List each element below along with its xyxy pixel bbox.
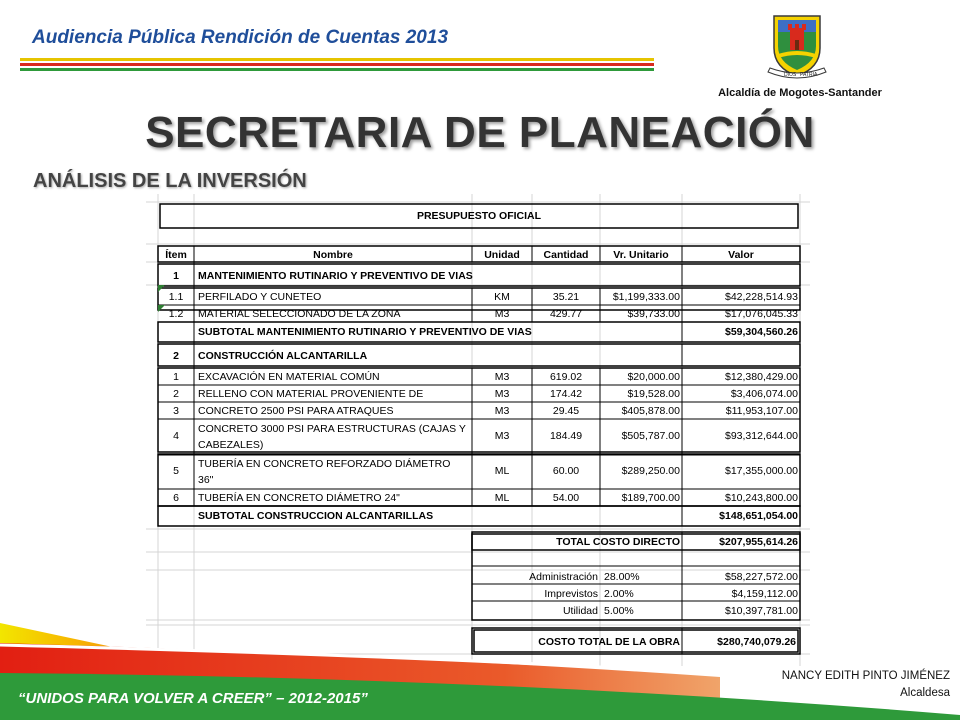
s1-row1-unit: KM: [494, 291, 510, 303]
utility-pct: 5.00%: [604, 605, 634, 617]
s2-row2-unit: M3: [494, 388, 510, 400]
s1-row1-unit-price: $1,199,333.00: [612, 291, 680, 303]
s2-row4-name: CONCRETO 3000 PSI PARA ESTRUCTURAS (CAJAS Y CABEZALES): [198, 423, 466, 451]
s2-row1-unit: M3: [494, 371, 510, 383]
total-cost-value: $280,740,079.26: [717, 636, 796, 648]
signer-role: Alcaldesa: [900, 687, 950, 699]
s2-row5-qty: 60.00: [552, 465, 580, 477]
section1-name: MANTENIMIENTO RUTINARIO Y PREVENTIVO DE VIAS: [198, 270, 473, 282]
crest-motto-left: DIOS: [784, 72, 797, 78]
s2-row1-value: $12,380,429.00: [725, 371, 798, 383]
s2-row1-unit-price: $20,000.00: [627, 371, 680, 383]
admin-value: $58,227,572.00: [725, 571, 798, 583]
col-header-unit: Unidad: [484, 249, 520, 261]
direct-cost-label: TOTAL COSTO DIRECTO: [556, 536, 680, 548]
header-stripe-green: [20, 68, 654, 71]
s2-row5-item: 5: [173, 465, 179, 477]
admin-label: Administración: [529, 571, 598, 583]
s2-row6-unit-price: $189,700.00: [621, 492, 680, 504]
s2-row3-value: $11,953,107.00: [725, 405, 798, 417]
page-title: SECRETARIA DE PLANEACIÓN: [145, 108, 815, 157]
total-cost-label: COSTO TOTAL DE LA OBRA: [538, 636, 680, 648]
utility-label: Utilidad: [562, 605, 598, 617]
direct-cost-value: $207,955,614.26: [719, 536, 798, 548]
s1-row1-value: $42,228,514.93: [725, 291, 798, 303]
municipal-crest-icon: [764, 10, 830, 82]
s2-row3-qty: 29.45: [552, 405, 580, 417]
s2-row5-unit: ML: [494, 465, 510, 477]
s2-subtotal-value: $148,651,054.00: [719, 510, 798, 522]
signer-name: NANCY EDITH PINTO JIMÉNEZ: [781, 670, 950, 682]
s2-row2-name: RELLENO CON MATERIAL PROVENIENTE DE: [198, 388, 424, 400]
s2-row4-qty: 184.49: [549, 430, 583, 442]
admin-pct: 28.00%: [604, 571, 640, 583]
signer-block: [690, 668, 950, 702]
page-subtitle: ANÁLISIS DE LA INVERSIÓN: [33, 170, 307, 192]
s2-row2-qty: 174.42: [549, 388, 583, 400]
s2-row5-name: TUBERÍA EN CONCRETO REFORZADO DIÁMETRO 36": [198, 458, 451, 486]
s2-row4-item: 4: [173, 430, 179, 442]
s2-row3-item: 3: [173, 405, 179, 417]
unforeseen-pct: 2.00%: [604, 588, 634, 600]
s2-row1-qty: 619.02: [549, 371, 583, 383]
s2-row6-value: $10,243,800.00: [725, 492, 798, 504]
s1-row2-value: $17,076,045.33: [725, 308, 798, 320]
col-header-quantity: Cantidad: [543, 249, 589, 261]
col-header-value: Valor: [728, 249, 754, 261]
budget-spreadsheet: [146, 194, 810, 666]
s2-row1-name: EXCAVACIÓN EN MATERIAL COMÚN: [198, 371, 380, 383]
municipality-label: Alcaldía de Mogotes-Santander: [718, 87, 882, 99]
col-header-name: Nombre: [313, 249, 353, 261]
unforeseen-label: Imprevistos: [544, 588, 598, 600]
s2-row2-value: $3,406,074.00: [730, 388, 798, 400]
s1-row1-qty: 35.21: [552, 291, 580, 303]
s1-row1-item: 1.1: [168, 291, 184, 303]
s1-row2-item: 1.2: [168, 308, 184, 320]
header-stripe-yellow: [20, 58, 654, 61]
s1-row2-unit-price: $39,733.00: [627, 308, 680, 320]
s2-row3-unit-price: $405,878.00: [621, 405, 680, 417]
s2-row3-unit: M3: [494, 405, 510, 417]
s2-subtotal-label: SUBTOTAL CONSTRUCCION ALCANTARILLAS: [198, 510, 434, 522]
s2-row1-item: 1: [173, 371, 179, 383]
section1-item: 1: [173, 270, 179, 282]
s2-row4-unit: M3: [494, 430, 510, 442]
utility-value: $10,397,781.00: [725, 605, 798, 617]
s2-row2-unit-price: $19,528.00: [627, 388, 680, 400]
s2-row4-unit-price: $505,787.00: [621, 430, 680, 442]
s2-row5-value: $17,355,000.00: [725, 465, 798, 477]
section2-name: CONSTRUCCIÓN ALCANTARILLA: [198, 350, 368, 362]
s2-row4-value: $93,312,644.00: [725, 430, 798, 442]
event-title: Audiencia Pública Rendición de Cuentas 2013: [32, 27, 449, 48]
s2-row5-unit-price: $289,250.00: [621, 465, 680, 477]
s1-row2-name: MATERIAL SELECCIONADO DE LA ZONA: [198, 308, 401, 320]
s2-row6-unit: ML: [494, 492, 510, 504]
header-stripe-red: [20, 63, 654, 66]
s1-row1-name: PERFILADO Y CUNETEO: [198, 291, 322, 303]
col-header-unit-price: Vr. Unitario: [613, 249, 669, 261]
s2-row6-qty: 54.00: [552, 492, 580, 504]
s1-row2-unit: M3: [494, 308, 510, 320]
section2-item: 2: [173, 350, 179, 362]
crest-motto-right: PATRIA: [800, 72, 818, 78]
s2-row3-name: CONCRETO 2500 PSI PARA ATRAQUES: [198, 405, 394, 417]
col-header-item: Ítem: [165, 249, 187, 261]
unforeseen-value: $4,159,112.00: [731, 588, 798, 600]
s2-row6-name: TUBERÍA EN CONCRETO DIÁMETRO 24": [198, 492, 400, 504]
budget-caption: PRESUPUESTO OFICIAL: [416, 210, 542, 222]
s2-row2-item: 2: [173, 388, 179, 400]
s1-subtotal-value: $59,304,560.26: [725, 326, 798, 338]
s1-row2-qty: 429.77: [549, 308, 583, 320]
s1-subtotal-label: SUBTOTAL MANTENIMIENTO RUTINARIO Y PREVENTIVO DE VIAS: [198, 326, 532, 338]
footer-slogan: “UNIDOS PARA VOLVER A CREER” – 2012-2015”: [18, 690, 368, 707]
s2-row6-item: 6: [173, 492, 179, 504]
